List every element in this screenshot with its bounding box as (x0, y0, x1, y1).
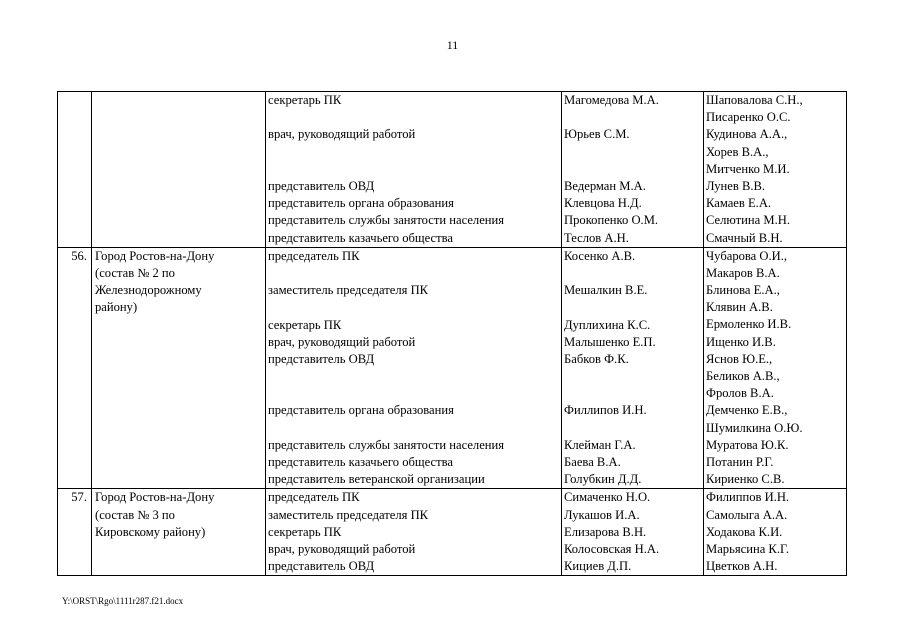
commission-member: Баева В.А. (564, 455, 621, 470)
district-cell (92, 489, 266, 576)
district-cell (92, 247, 266, 489)
reserve-member: Ермоленко И.В. (706, 317, 792, 332)
reserve-member: Кудинова А.А., (706, 127, 788, 142)
table-row (58, 92, 847, 248)
commission-role: представитель ОВД (268, 351, 375, 366)
district-line: Город Ростов-на-Дону (95, 248, 215, 263)
commission-role: секретарь ПК (268, 317, 342, 332)
reserve-member: Клявин А.В. (706, 300, 773, 315)
reserve-member: Беликов А.В., (706, 369, 780, 384)
reserve-member: Марьясина К.Г. (706, 542, 789, 556)
member-cell (562, 247, 704, 489)
reserve-member: Селютина М.Н. (706, 213, 790, 228)
commission-role: председатель ПК (268, 248, 360, 263)
commission-role: представитель органа образования (268, 196, 454, 211)
commission-member: Мешалкин В.Е. (564, 283, 648, 298)
reserve-member: Филиппов И.Н. (706, 490, 790, 505)
district-line: (состав № 3 по (95, 507, 175, 522)
commission-role: секретарь ПК (268, 93, 342, 107)
table-row (58, 489, 847, 576)
commission-member: Голубкин Д.Д. (564, 472, 642, 487)
page-number: 11 (446, 38, 459, 52)
reserve-member: Шаповалова С.Н., (706, 93, 803, 107)
commission-role: секретарь ПК (268, 524, 342, 539)
commission-member: Клевцова Н.Д. (564, 196, 642, 211)
district-line: Железнодорожному (95, 283, 202, 298)
reserve-member: Макаров В.А. (706, 265, 780, 280)
commission-member: Магомедова М.А. (564, 93, 659, 107)
role-cell (266, 92, 562, 248)
reserve-member: Муратова Ю.К. (706, 437, 789, 452)
commission-member: Прокопенко О.М. (564, 213, 659, 228)
reserve-member: Кириенко С.В. (706, 472, 785, 487)
reserve-cell (704, 489, 847, 576)
reserve-member: Камаев Е.А. (706, 196, 772, 211)
row-number-cell (58, 92, 92, 248)
reserve-member: Демченко Е.В., (706, 403, 788, 418)
reserve-member: Цветков А.Н. (706, 559, 778, 574)
footer-file-path: Y:\ORST\Rgo\1111r287.f21.docx (62, 596, 184, 606)
commission-member: Бабков Ф.К. (564, 351, 629, 366)
member-cell (562, 92, 704, 248)
commission-role: врач, руководящий работой (268, 542, 416, 556)
commission-member: Малышенко Е.П. (564, 334, 656, 349)
reserve-member: Смачный В.Н. (706, 230, 783, 245)
commission-member: Ведерман М.А. (564, 178, 646, 193)
commission-member: Филлипов И.Н. (564, 403, 647, 418)
district-line: (состав № 2 по (95, 265, 175, 280)
commission-member: Косенко А.В. (564, 248, 636, 263)
commission-member: Дуплихина К.С. (564, 317, 651, 332)
role-cell (266, 489, 562, 576)
commission-role: заместитель председателя ПК (268, 283, 429, 298)
district-cell (92, 92, 266, 248)
commission-role: представитель службы занятости населения (268, 437, 505, 452)
commission-role: представитель казачьего общества (268, 455, 453, 470)
reserve-member: Хорев В.А., (706, 144, 769, 159)
reserve-member: Потанин Р.Г. (706, 454, 774, 469)
commission-role: председатель ПК (268, 490, 360, 505)
commission-member: Клейман Г.А. (564, 437, 636, 452)
reserve-member: Шумилкина О.Ю. (706, 420, 803, 435)
reserve-member: Ищенко И.В. (706, 334, 776, 349)
commission-member: Лукашов И.А. (564, 507, 640, 522)
commission-member: Колосовская Н.А. (564, 542, 660, 556)
row-number-cell: 57. (58, 489, 92, 576)
table-row (58, 247, 847, 489)
commission-role: представитель ОВД (268, 178, 375, 193)
commission-member: Юрьев С.М. (564, 127, 630, 142)
reserve-cell (704, 92, 847, 248)
reserve-member: Чубарова О.И., (706, 248, 788, 263)
district-line: Город Ростов-на-Дону (95, 490, 215, 505)
commission-member: Кициев Д.П. (564, 559, 632, 574)
commission-role: представитель ОВД (268, 559, 375, 574)
commission-role: врач, руководящий работой (268, 334, 416, 349)
commission-role: представитель службы занятости населения (268, 213, 505, 228)
reserve-member: Самолыга А.А. (706, 507, 788, 522)
reserve-member: Фролов В.А. (706, 386, 774, 401)
reserve-member: Лунев В.В. (706, 178, 766, 193)
district-line: району) (95, 300, 138, 315)
commission-role: заместитель председателя ПК (268, 507, 429, 522)
reserve-member: Писаренко О.С. (706, 110, 791, 125)
commission-role: представитель ветеранской организации (268, 472, 485, 487)
row-number-cell: 56. (58, 247, 92, 489)
commission-role: представитель органа образования (268, 403, 454, 418)
commission-member: Теслов А.Н. (564, 230, 629, 245)
reserve-cell (704, 247, 847, 489)
commission-role: представитель казачьего общества (268, 230, 453, 245)
reserve-member: Митченко М.И. (706, 161, 790, 176)
reserve-member: Яснов Ю.Е., (706, 351, 773, 366)
commission-role: врач, руководящий работой (268, 127, 416, 142)
member-cell (562, 489, 704, 576)
commission-member: Елизарова В.Н. (564, 524, 647, 539)
commission-table (57, 91, 847, 576)
reserve-member: Блинова Е.А., (706, 283, 780, 298)
commission-member: Симаченко Н.О. (564, 490, 651, 505)
district-line: Кировскому району) (95, 524, 206, 539)
reserve-member: Ходакова К.И. (706, 524, 783, 539)
role-cell (266, 247, 562, 489)
